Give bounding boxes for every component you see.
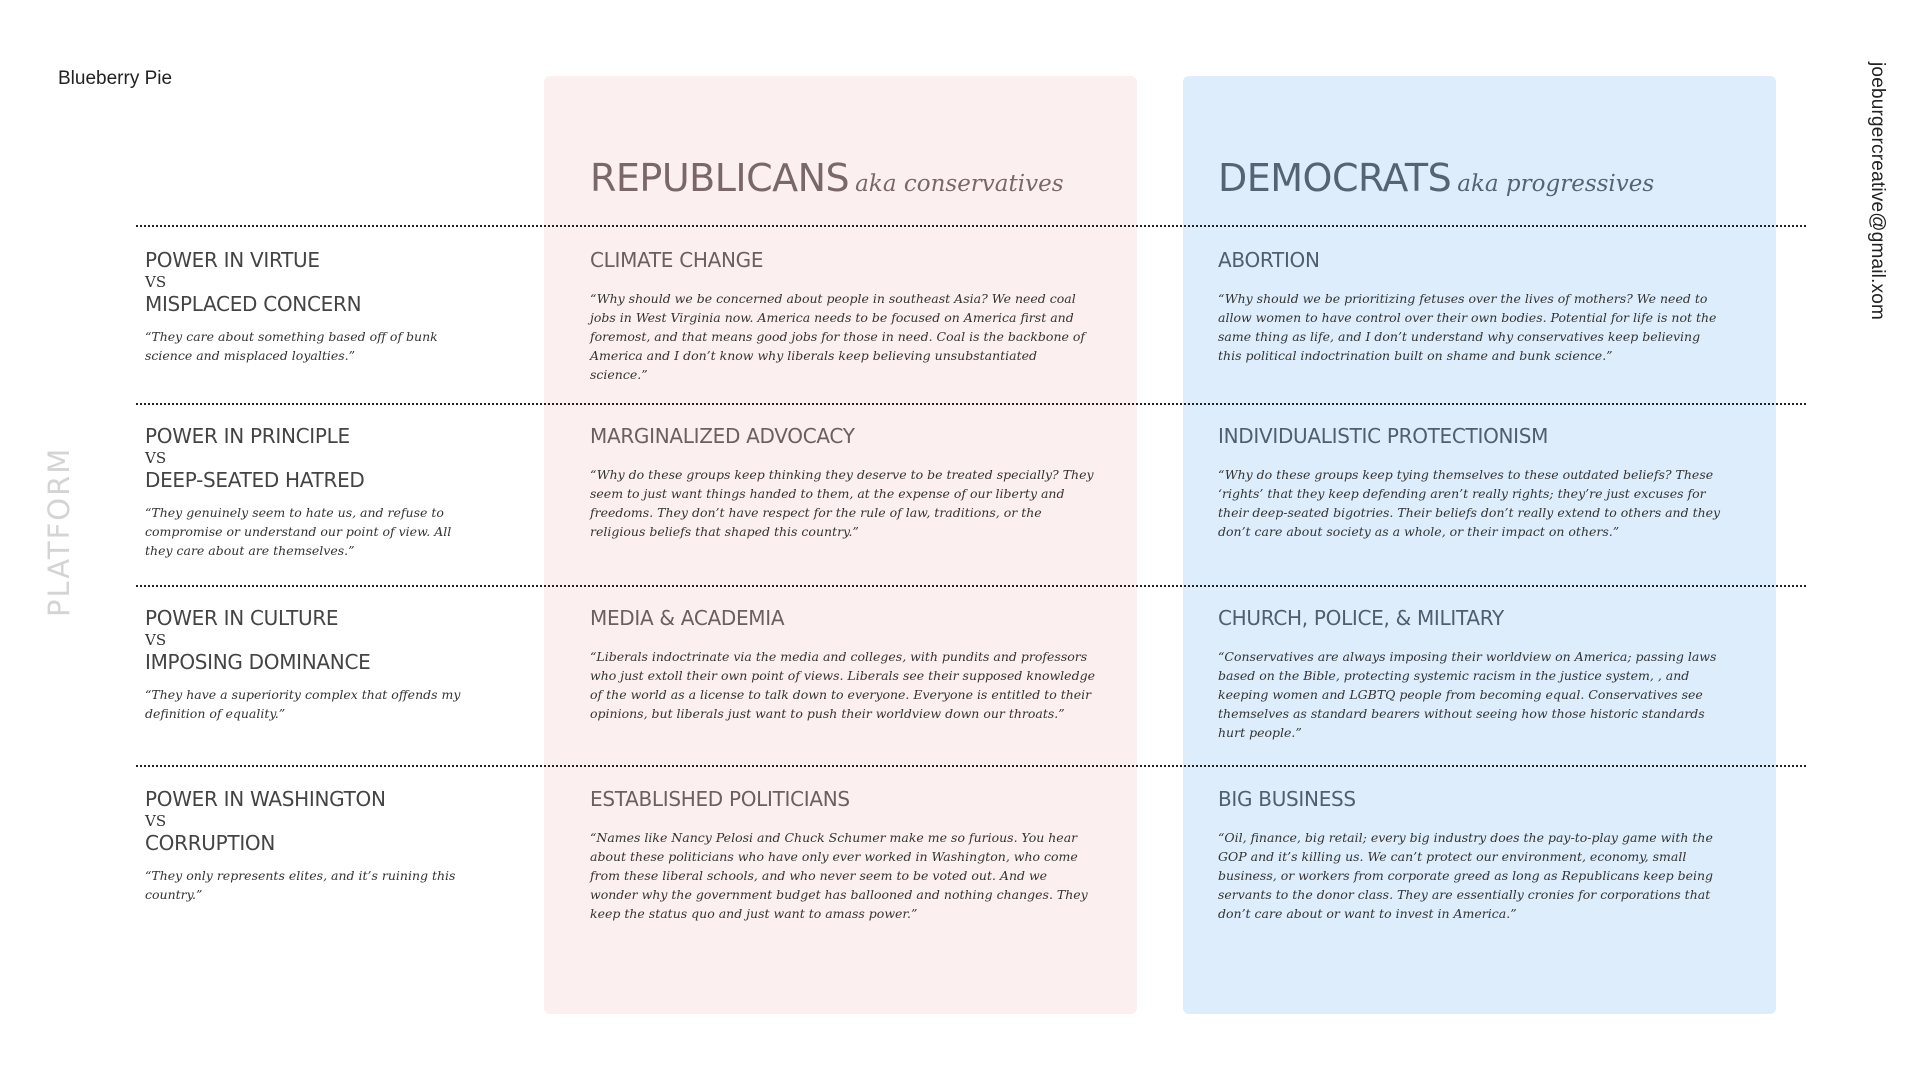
topic-quote: “Why do these groups keep tying themselves to these outdated beliefs? These ‘rights’ that they keep defending aren’t really rights; they’re just excuses for their deep-seated bigotries. Their beliefs don’t really extend to others and they don’t care about society as a whole, or their impact on others.” [1218,467,1721,539]
topic-title: MEDIA & ACADEMIA [590,606,785,630]
topic-title: MARGINALIZED ADVOCACY [590,424,855,448]
platform-row-1 [145,249,475,365]
topic-title: ESTABLISHED POLITICIANS [590,787,850,811]
platform-top: POWER IN VIRTUE [145,248,320,272]
topic-title: CHURCH, POLICE, & MILITARY [1218,606,1504,630]
platform-bottom: IMPOSING DOMINANCE [145,650,371,674]
democrats-header [1218,156,1654,200]
platform-vs: VS [145,449,167,467]
platform-bottom: DEEP-SEATED HATRED [145,468,365,492]
dem-topic-3 [1218,607,1726,742]
topic-title: CLIMATE CHANGE [590,248,764,272]
dem-topic-1 [1218,249,1726,365]
party-aka: aka progressives [1457,171,1655,197]
platform-row-3 [145,607,475,723]
republicans-header [590,156,1064,200]
topic-quote: “Conservatives are always imposing their worldview on America; passing laws based on the Bible, protecting systemic racism in the justice system, , and keeping women and LGBTQ people from becoming equal. Conservatives see themselves as standard bearers without seeing how those historic standards hurt people.” [1218,649,1717,740]
topic-title: BIG BUSINESS [1218,787,1356,811]
row-divider [136,585,1806,587]
party-aka: aka conservatives [855,171,1064,197]
platform-bottom: MISPLACED CONCERN [145,292,362,316]
platform-quote: “They genuinely seem to hate us, and refuse to compromise or understand our point of view. All they care about are themselves.” [145,505,452,558]
rep-topic-4 [590,788,1098,923]
platform-quote: “They care about something based off of bunk science and misplaced loyalties.” [145,329,438,363]
party-name: DEMOCRATS [1218,156,1452,200]
platform-vs: VS [145,812,167,830]
brand-name: Blueberry Pie [58,68,173,89]
platform-vs: VS [145,631,167,649]
row-divider [136,765,1806,767]
rep-topic-2 [590,425,1098,541]
platform-top: POWER IN PRINCIPLE [145,424,350,448]
topic-title: INDIVIDUALISTIC PROTECTIONISM [1218,424,1549,448]
contact-email: joeburgercreative@gmail.xom [1867,62,1888,321]
party-name: REPUBLICANS [590,156,850,200]
platform-vs: VS [145,273,167,291]
platform-top: POWER IN CULTURE [145,606,339,630]
platform-row-2 [145,425,475,560]
row-divider [136,225,1806,227]
dem-topic-4 [1218,788,1726,923]
side-label-platform: PLATFORM [42,446,76,617]
platform-top: POWER IN WASHINGTON [145,787,386,811]
dem-topic-2 [1218,425,1726,541]
platform-quote: “They have a superiority complex that offends my definition of equality.” [145,687,461,721]
topic-quote: “Oil, finance, big retail; every big industry does the pay-to-play game with the GOP and it’s killing us. We can’t protect our environment, economy, small business, or workers from corporate greed as long as Republicans keep being servants to the donor class. They are essentially cronies for corporations that don’t care about or want to invest in America.” [1218,830,1714,921]
topic-title: ABORTION [1218,248,1320,272]
rep-topic-3 [590,607,1098,723]
topic-quote: “Liberals indoctrinate via the media and colleges, with pundits and professors who just extoll their own point of views. Liberals see their supposed knowledge of the world as a license to talk down to everyone. Everyone is entitled to their opinions, but liberals just want to push their worldview down our throats.” [590,649,1095,721]
topic-quote: “Why should we be concerned about people in southeast Asia? We need coal jobs in West Virginia now. America needs to be focused on America first and foremost, and that means good jobs for those in need. Coal is the backbone of America and I don’t know why liberals keep believing unsubstantiated science.” [590,291,1086,382]
platform-bottom: CORRUPTION [145,831,276,855]
platform-row-4 [145,788,475,904]
topic-quote: “Why do these groups keep thinking they deserve to be treated specially? They seem to just want things handed to them, at the expense of our liberty and freedoms. They don’t have respect for the rule of law, traditions, or the religious beliefs that shaped this country.” [590,467,1094,539]
platform-quote: “They only represents elites, and it’s ruining this country.” [145,868,456,902]
topic-quote: “Why should we be prioritizing fetuses over the lives of mothers? We need to allow women to have control over their own bodies. Potential for life is not the same thing as life, and I don’t understand why conservatives keep believing this political indoctrination built on shame and bunk science.” [1218,291,1717,363]
topic-quote: “Names like Nancy Pelosi and Chuck Schumer make me so furious. You hear about these politicians who have only ever worked in Washington, who come from these liberal schools, and who never seem to be voted out. And we wonder why the government budget has ballooned and nothing changes. They keep the status quo and just want to amass power.” [590,830,1088,921]
row-divider [136,403,1806,405]
rep-topic-1 [590,249,1098,384]
